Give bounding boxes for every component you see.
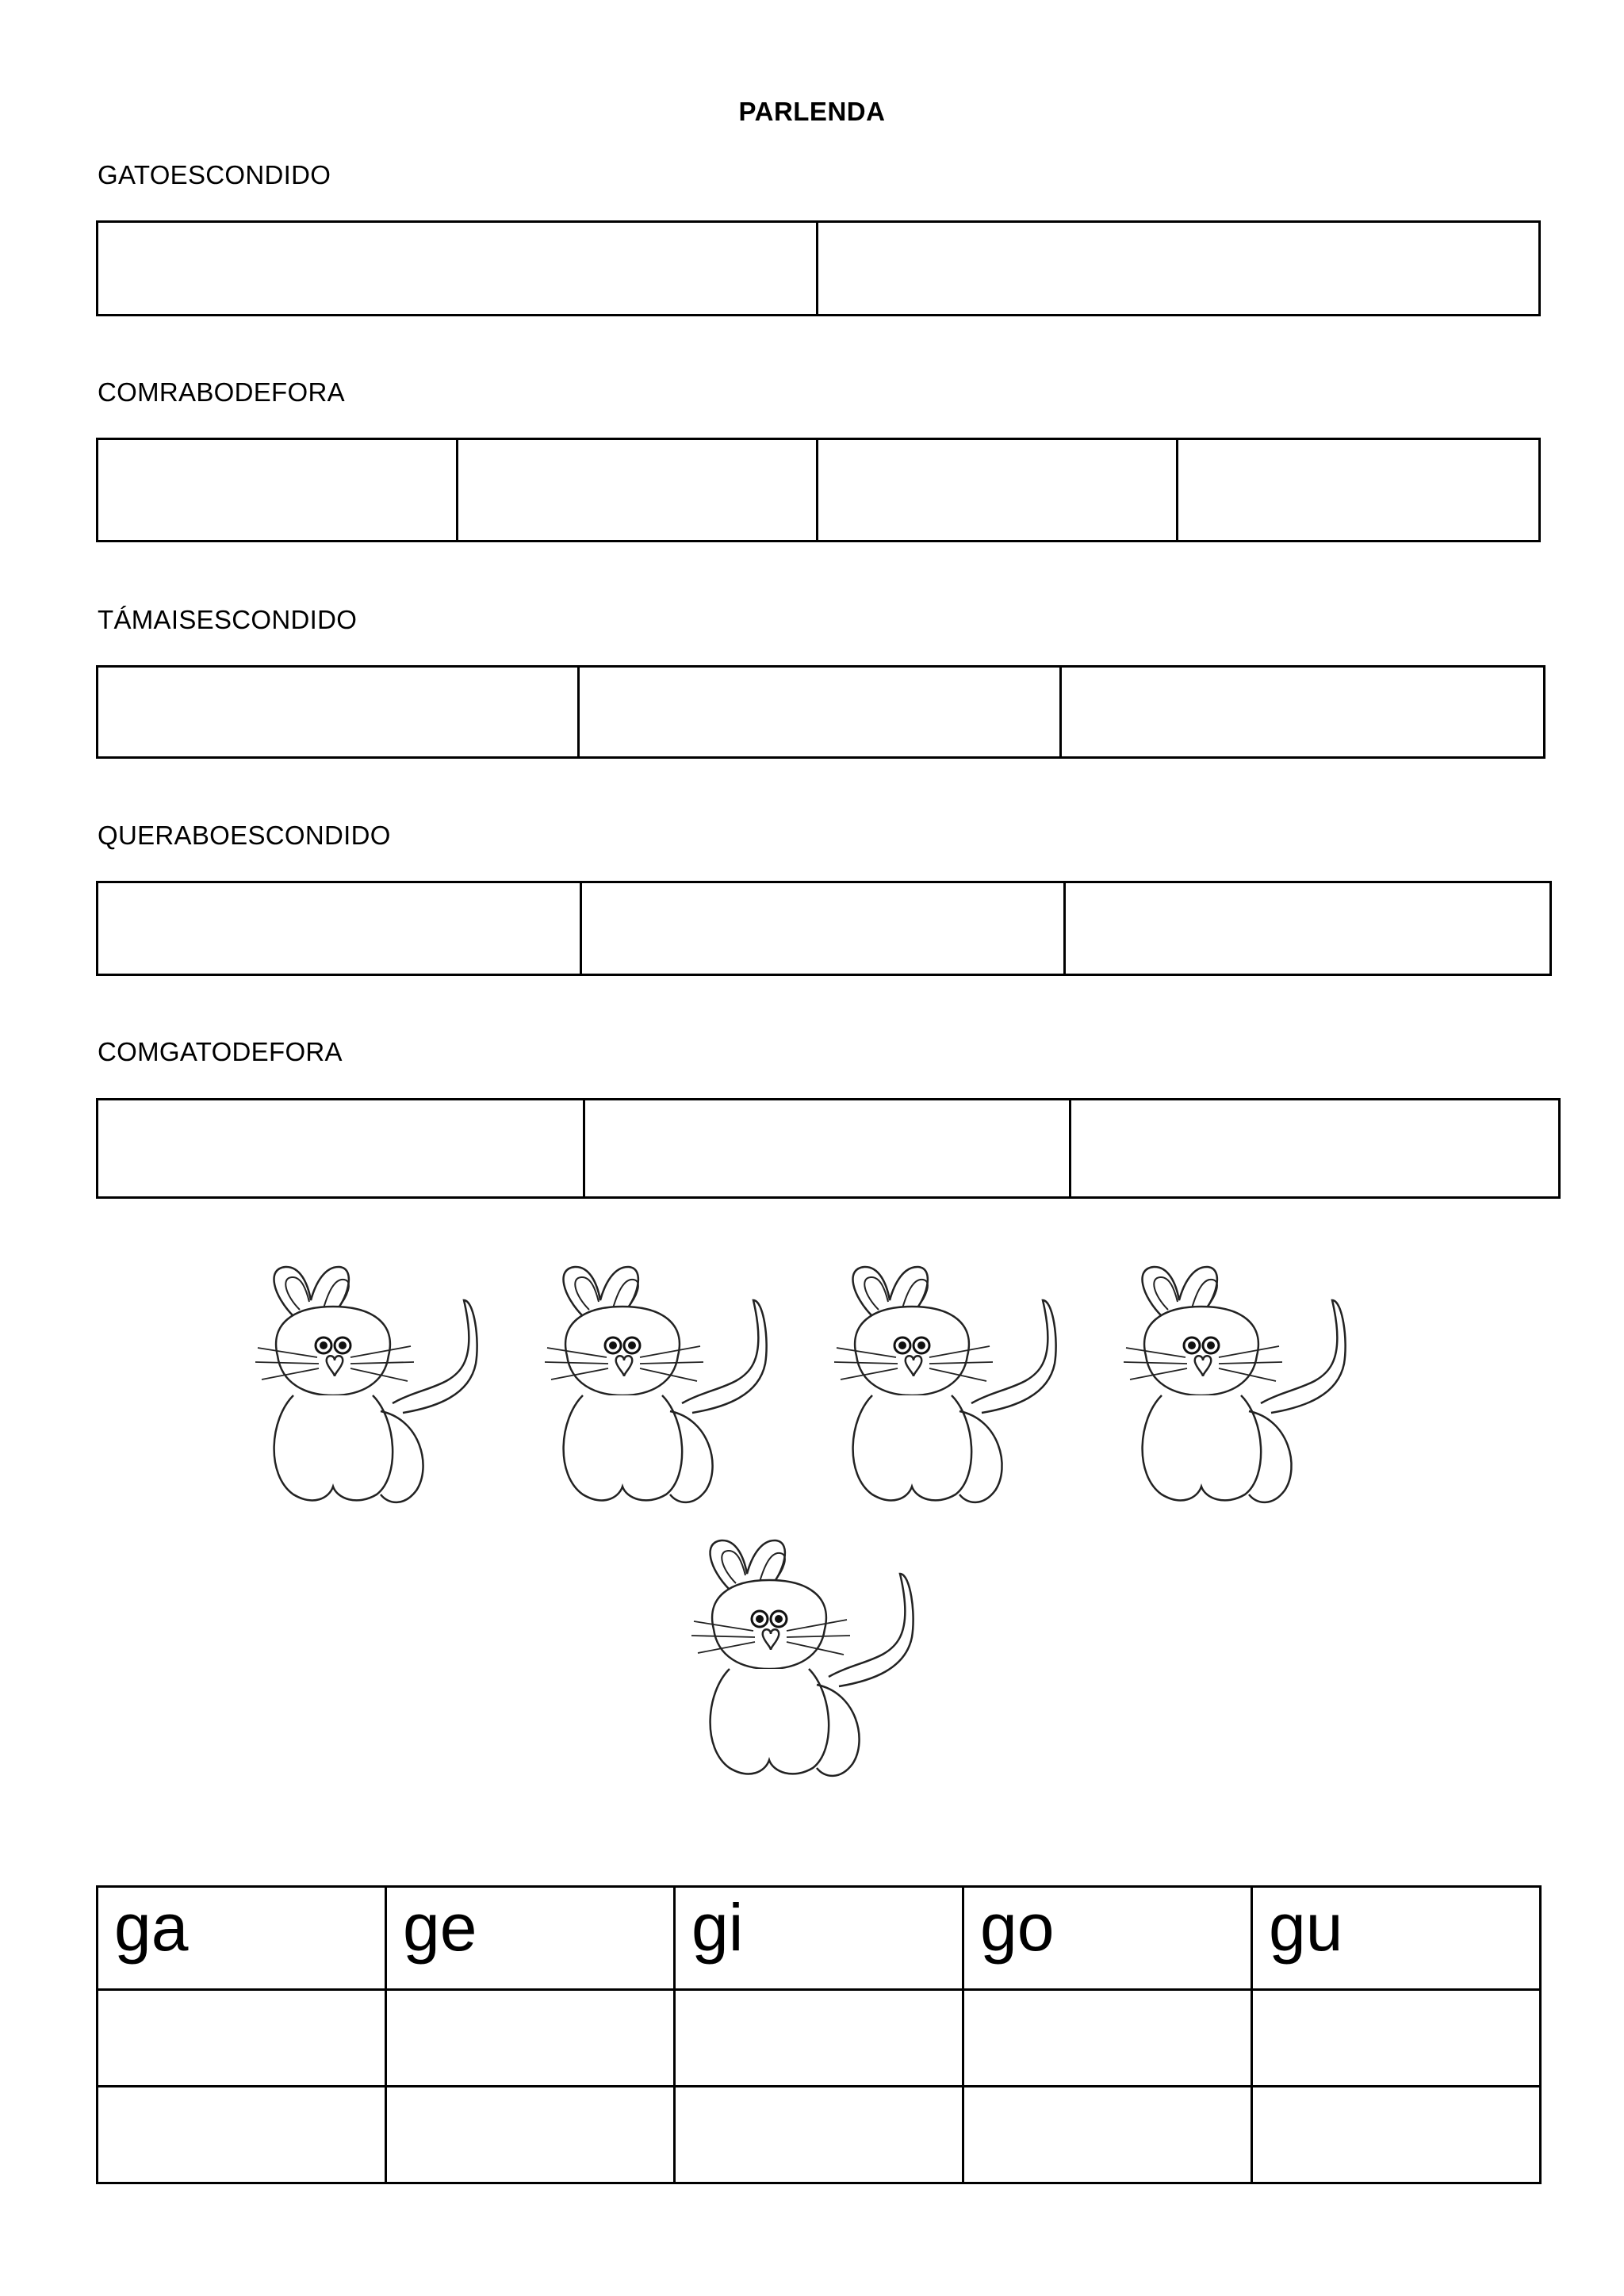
word-box[interactable] (98, 883, 582, 974)
answer-cell[interactable] (675, 1990, 963, 2087)
word-box[interactable] (458, 440, 818, 540)
word-boxes-1 (96, 220, 1541, 316)
answer-cell[interactable] (1252, 1990, 1541, 2087)
cat-drawing-icon (691, 1540, 914, 1776)
syllable-header-gu: gu (1252, 1887, 1541, 1990)
word-box[interactable] (98, 668, 580, 756)
cat-drawing-icon (545, 1267, 767, 1502)
word-boxes-2 (96, 438, 1541, 542)
line-label-4: QUERABOESCONDIDO (98, 821, 391, 850)
line-label-5: COMGATODEFORA (98, 1037, 343, 1066)
word-box[interactable] (1178, 440, 1538, 540)
word-boxes-5 (96, 1098, 1561, 1199)
word-box[interactable] (98, 1100, 585, 1196)
cats-illustration (0, 1253, 1624, 1808)
cat-drawing-icon (255, 1267, 477, 1502)
table-header-row (98, 1887, 1541, 1990)
word-boxes-3 (96, 665, 1545, 759)
answer-cell[interactable] (963, 2087, 1252, 2183)
line-label-3: TÁMAISESCONDIDO (98, 605, 358, 634)
syllable-table (96, 1885, 1542, 2184)
answer-cell[interactable] (963, 1990, 1252, 2087)
line-label-2: COMRABODEFORA (98, 377, 345, 407)
word-box[interactable] (1062, 668, 1543, 756)
word-box[interactable] (98, 440, 458, 540)
answer-cell[interactable] (386, 2087, 675, 2183)
word-box[interactable] (582, 883, 1066, 974)
table-row (98, 1990, 1541, 2087)
word-box[interactable] (1071, 1100, 1558, 1196)
line-label-1: GATOESCONDIDO (98, 160, 331, 189)
answer-cell[interactable] (675, 2087, 963, 2183)
syllable-header-ge: ge (386, 1887, 675, 1990)
answer-cell[interactable] (98, 2087, 386, 2183)
word-boxes-4 (96, 881, 1552, 976)
word-box[interactable] (818, 440, 1178, 540)
answer-cell[interactable] (98, 1990, 386, 2087)
page-title: PARLENDA (738, 97, 886, 126)
word-box[interactable] (585, 1100, 1072, 1196)
syllable-header-ga: ga (98, 1887, 386, 1990)
answer-cell[interactable] (1252, 2087, 1541, 2183)
word-box[interactable] (818, 223, 1538, 314)
syllable-header-go: go (963, 1887, 1252, 1990)
table-row (98, 2087, 1541, 2183)
answer-cell[interactable] (386, 1990, 675, 2087)
word-box[interactable] (1066, 883, 1549, 974)
word-box[interactable] (580, 668, 1061, 756)
word-box[interactable] (98, 223, 818, 314)
syllable-header-gi: gi (675, 1887, 963, 1990)
cat-drawing-icon (834, 1267, 1056, 1502)
cat-drawing-icon (1124, 1267, 1346, 1502)
